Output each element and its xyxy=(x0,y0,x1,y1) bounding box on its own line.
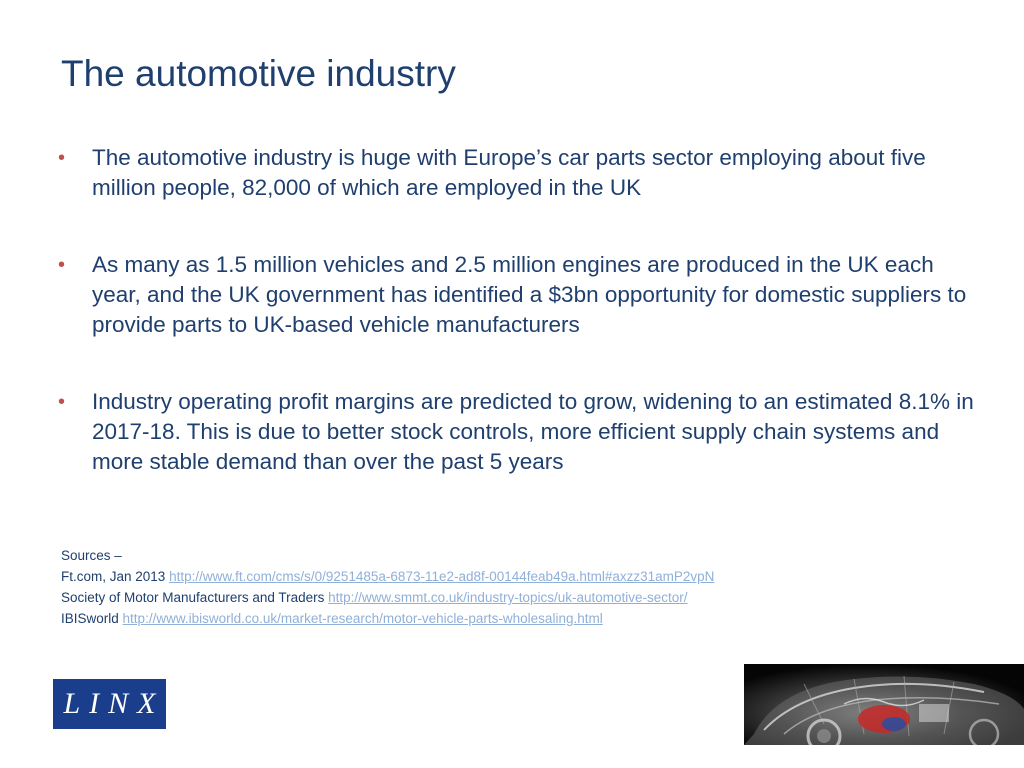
bullet-marker: • xyxy=(58,254,66,276)
linx-logo xyxy=(53,679,166,729)
bullet-text: Industry operating profit margins are predicted to grow, widening to an estimated 8.1% in 2017-18. This is due to better stock controls, more efficient supply chain systems and more stable demand than over the past 5 years xyxy=(92,389,974,474)
source-item xyxy=(61,608,714,629)
source-label: Ft.com, Jan 2013 xyxy=(61,569,166,584)
slide-title: The automotive industry xyxy=(61,53,456,94)
source-item xyxy=(61,587,714,608)
car-xray-illustration xyxy=(744,664,1024,745)
source-label: Society of Motor Manufacturers and Traders xyxy=(61,590,325,605)
logo-text: LINX xyxy=(63,687,165,720)
sources-heading: Sources – xyxy=(61,548,122,563)
sources-block xyxy=(61,545,714,629)
source-link[interactable]: http://www.ibisworld.co.uk/market-research/motor-vehicle-parts-wholesaling.html xyxy=(122,611,603,626)
source-link[interactable]: http://www.ft.com/cms/s/0/9251485a-6873-11e2-ad8f-00144feab49a.html#axzz31amP2vpN xyxy=(169,569,715,584)
source-label: IBISworld xyxy=(61,611,119,626)
bullet-text: As many as 1.5 million vehicles and 2.5 million engines are produced in the UK each year, and the UK government has identified a $3bn opportunity for domestic suppliers to provide parts to UK-based vehicle manufacturers xyxy=(92,252,967,337)
bullet-list xyxy=(55,143,975,524)
bullet-item xyxy=(55,143,975,203)
source-item xyxy=(61,566,714,587)
bullet-item xyxy=(55,387,975,477)
bullet-marker: • xyxy=(58,391,66,413)
bullet-marker: • xyxy=(58,147,66,169)
bullet-text: The automotive industry is huge with Europe’s car parts sector employing about five million people, 82,000 of which are employed in the UK xyxy=(92,145,926,200)
bullet-item xyxy=(55,250,975,340)
source-link[interactable]: http://www.smmt.co.uk/industry-topics/uk-automotive-sector/ xyxy=(328,590,688,605)
car-xray-image xyxy=(744,664,1024,745)
